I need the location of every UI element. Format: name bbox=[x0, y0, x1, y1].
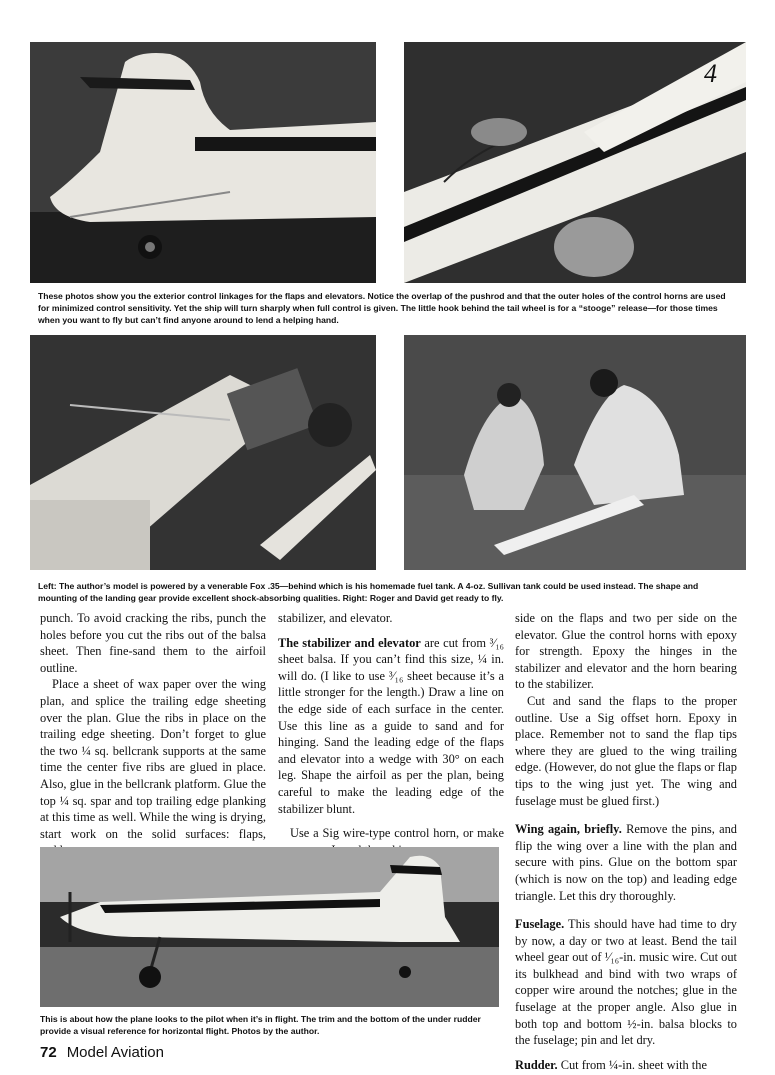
col3-paragraph-2: Cut and sand the flaps to the proper outline. Use a Sig offset horn. Epoxy in place. Remember not to sand the flap tips where they are glued to the wing trailing edge. (However, do not glue the flaps or flap tips to the wing just yet. The wing and fuselage must be glued first.) bbox=[515, 693, 737, 808]
article-column-3 bbox=[515, 610, 737, 1073]
col3-heading-rudder: Rudder. bbox=[515, 1057, 558, 1072]
col3-heading-wing: Wing again, briefly. bbox=[515, 822, 622, 837]
col2-heading-stabilizer: The stabilizer and elevator bbox=[278, 635, 421, 650]
caption-bottom: This is about how the plane looks to the pilot when it’s in flight. The trim and the bottom of the under rudder provide a visual reference for horizontal flight. Photos by the author. bbox=[40, 1014, 481, 1036]
col2-paragraph-2: are cut from ³⁄₁₆ sheet balsa. If you can’t find this size, ¼ in. will do. (I like to use ³⁄₁₆ sheet because it’s a little stronger for the length.) Draw a line on the edge side of each surface in the center. Use this line as a guide to sand and for hinging. Sand the leading edge of the flaps and elevator into a wedge with 30° on each leg. Shape the airfoil as per the plan, being careful to make the leading edge of the stabilizer blunt. bbox=[278, 635, 504, 816]
col1-paragraph-1: punch. To avoid cracking the ribs, punch the holes before you cut the ribs out of the balsa sheet. Then fine-sand them to the airfoil outline. bbox=[40, 611, 266, 675]
article-column-2 bbox=[278, 610, 504, 858]
caption-top: These photos show you the exterior control linkages for the flaps and elevators. Notice the overlap of the pushrod and that the outer holes of the control horns are used for minimized control sensitivity. Yet the ship will turn sharply when full control is given. The little hook behind the tail wheel is for a “stooge” release—for those times when you want to fly but can’t find anyone around to lend a helping hand. bbox=[38, 291, 726, 325]
article-column-1 bbox=[40, 610, 266, 859]
col3-paragraph-3: Remove the pins, and flip the wing over a line with the plan and secure with pins. Glue on the bottom spar (which is now on the top) and leading edge triangle. Let this dry thoroughly. bbox=[515, 822, 737, 903]
col3-paragraph-1: side on the flaps and two per side on the elevator. Glue the control horns with epoxy for strength. Epoxy the hinges in the stabilizer and elevator and the horn bearing to the stabilizer. bbox=[515, 611, 737, 692]
photo-flap-linkage bbox=[404, 42, 746, 283]
photo-plane-profile bbox=[40, 847, 499, 1007]
col3-heading-fuselage: Fuselage. bbox=[515, 917, 565, 932]
col2-paragraph-3: Use a Sig wire-type control horn, or make bbox=[290, 826, 504, 841]
col1-paragraph-2: Place a sheet of wax paper over the wing plan, and splice the trailing edge sheeting over the plan. Glue the ribs in place on the trailing edge sheeting. Don’t forget to glue the two ¼ sq. bellcrank supports at the same time the center five ribs are glued in place. Also, glue in the bellcrank platform. Glue the top ¼ sq. spar and top trailing edge planking at this time as well. While the wing is drying, start work on the solid surfaces: flaps, bbox=[40, 677, 266, 841]
decal-number: 4 bbox=[704, 59, 717, 88]
col3-paragraph-4: This should have had time to dry by now, a day or two at least. Bend the tail wheel gear out of ¹⁄₁₆-in. music wire. Cut out its bulkhead and bind with two wraps of copper wire around the notches; glue in the fuselage at the proper angle. Also glue in both top and bottom ½-in. balsa blocks to the fuselage; pin and let dry. bbox=[515, 917, 737, 1048]
photo-tail-linkage bbox=[30, 42, 376, 283]
col3-paragraph-5: Cut from ¼-in. sheet with the bbox=[557, 1057, 707, 1072]
col2-paragraph-1: stabilizer, and elevator. bbox=[278, 611, 393, 625]
page-number: 72 bbox=[40, 1044, 57, 1061]
magazine-title: Model Aviation bbox=[66, 1044, 164, 1061]
page-footer bbox=[40, 1044, 164, 1061]
photo-pilots bbox=[404, 335, 746, 570]
caption-middle: Left: The author’s model is powered by a venerable Fox .35—behind which is his homemade fuel tank. A 4-oz. Sullivan tank could be used instead. The shape and mounting of the landing gear provide excellent shock-absorbing qualities. Right: Roger and David get ready to fly. bbox=[38, 581, 699, 603]
photo-engine bbox=[30, 335, 376, 570]
